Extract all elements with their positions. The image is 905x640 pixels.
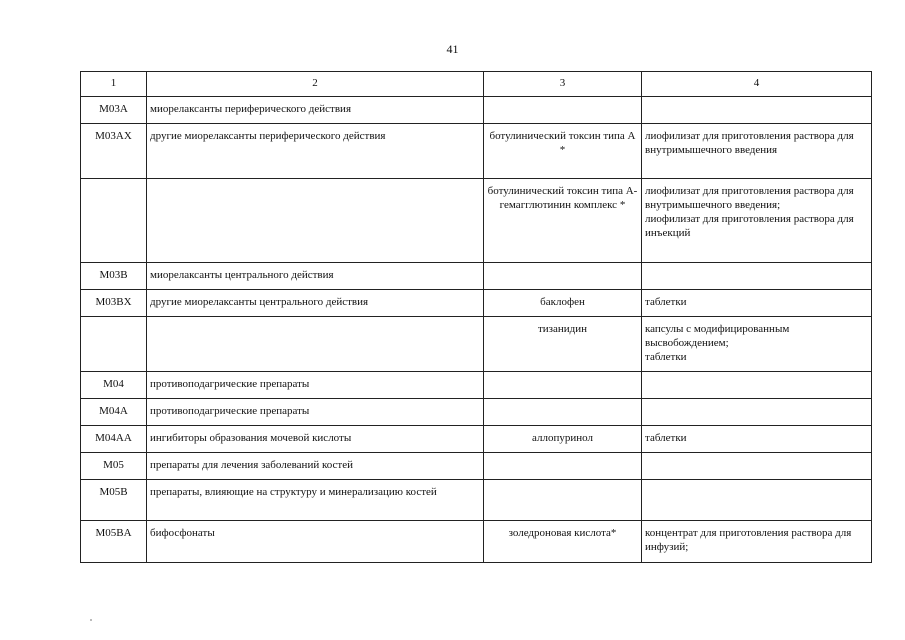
- atc-code-cell: M05B: [81, 480, 147, 521]
- table-row: [81, 124, 872, 179]
- dosage-form-cell: лиофилизат для приготовления раствора для внутримышечного введения: [642, 124, 872, 179]
- table-row: [81, 179, 872, 263]
- atc-code-cell: M04: [81, 372, 147, 399]
- group-name-cell: препараты, влияющие на структуру и минерализацию костей: [147, 480, 484, 521]
- group-name-cell: миорелаксанты центрального действия: [147, 263, 484, 290]
- scan-speck: [90, 619, 92, 621]
- dosage-form-cell: [642, 97, 872, 124]
- table-row: [81, 521, 872, 563]
- group-name-cell: миорелаксанты периферического действия: [147, 97, 484, 124]
- group-name-cell: [147, 179, 484, 263]
- table-row: [81, 426, 872, 453]
- drug-name-cell: [484, 97, 642, 124]
- dosage-form-cell: [642, 263, 872, 290]
- group-name-cell: противоподагрические препараты: [147, 399, 484, 426]
- dosage-form-cell: [642, 399, 872, 426]
- atc-code-cell: M03BX: [81, 290, 147, 317]
- group-name-cell: противоподагрические препараты: [147, 372, 484, 399]
- drug-name-cell: [484, 480, 642, 521]
- drug-name-cell: аллопуринол: [484, 426, 642, 453]
- drug-name-cell: [484, 372, 642, 399]
- group-name-cell: другие миорелаксанты периферического действия: [147, 124, 484, 179]
- drug-name-cell: ботулинический токсин типа А-гемагглютинин комплекс *: [484, 179, 642, 263]
- drug-list-table: [80, 71, 872, 563]
- drug-name-cell: [484, 399, 642, 426]
- drug-name-cell: [484, 263, 642, 290]
- atc-code-cell: M04A: [81, 399, 147, 426]
- drug-name-cell: [484, 453, 642, 480]
- group-name-cell: [147, 317, 484, 372]
- table-row: [81, 97, 872, 124]
- dosage-form-cell: [642, 453, 872, 480]
- dosage-form-cell: таблетки: [642, 426, 872, 453]
- atc-code-cell: [81, 317, 147, 372]
- dosage-form-cell: концентрат для приготовления раствора для инфузий;: [642, 521, 872, 563]
- atc-code-cell: M03A: [81, 97, 147, 124]
- table-row: [81, 453, 872, 480]
- table-row: [81, 263, 872, 290]
- group-name-cell: бифосфонаты: [147, 521, 484, 563]
- atc-code-cell: M03AX: [81, 124, 147, 179]
- dosage-form-cell: лиофилизат для приготовления раствора для внутримышечного введения; лиофилизат для приготовления раствора для инъекций: [642, 179, 872, 263]
- drug-name-cell: тизанидин: [484, 317, 642, 372]
- column-header-4: 4: [642, 72, 872, 97]
- table-row: [81, 317, 872, 372]
- drug-name-cell: баклофен: [484, 290, 642, 317]
- drug-name-cell: золедроновая кислота*: [484, 521, 642, 563]
- table-body: [81, 72, 872, 563]
- column-header-3: 3: [484, 72, 642, 97]
- group-name-cell: препараты для лечения заболеваний костей: [147, 453, 484, 480]
- table-row: [81, 480, 872, 521]
- page-number: 41: [446, 42, 459, 56]
- dosage-form-cell: таблетки: [642, 290, 872, 317]
- column-header-2: 2: [147, 72, 484, 97]
- table-row: [81, 372, 872, 399]
- header-row: [81, 72, 872, 97]
- atc-code-cell: M03B: [81, 263, 147, 290]
- atc-code-cell: M04AA: [81, 426, 147, 453]
- atc-code-cell: M05BA: [81, 521, 147, 563]
- group-name-cell: другие миорелаксанты центрального действия: [147, 290, 484, 317]
- dosage-form-cell: [642, 372, 872, 399]
- column-header-1: 1: [81, 72, 147, 97]
- drug-name-cell: ботулинический токсин типа А *: [484, 124, 642, 179]
- atc-code-cell: [81, 179, 147, 263]
- atc-code-cell: M05: [81, 453, 147, 480]
- group-name-cell: ингибиторы образования мочевой кислоты: [147, 426, 484, 453]
- dosage-form-cell: капсулы с модифицированным высвобождением; таблетки: [642, 317, 872, 372]
- dosage-form-cell: [642, 480, 872, 521]
- table-row: [81, 399, 872, 426]
- table-row: [81, 290, 872, 317]
